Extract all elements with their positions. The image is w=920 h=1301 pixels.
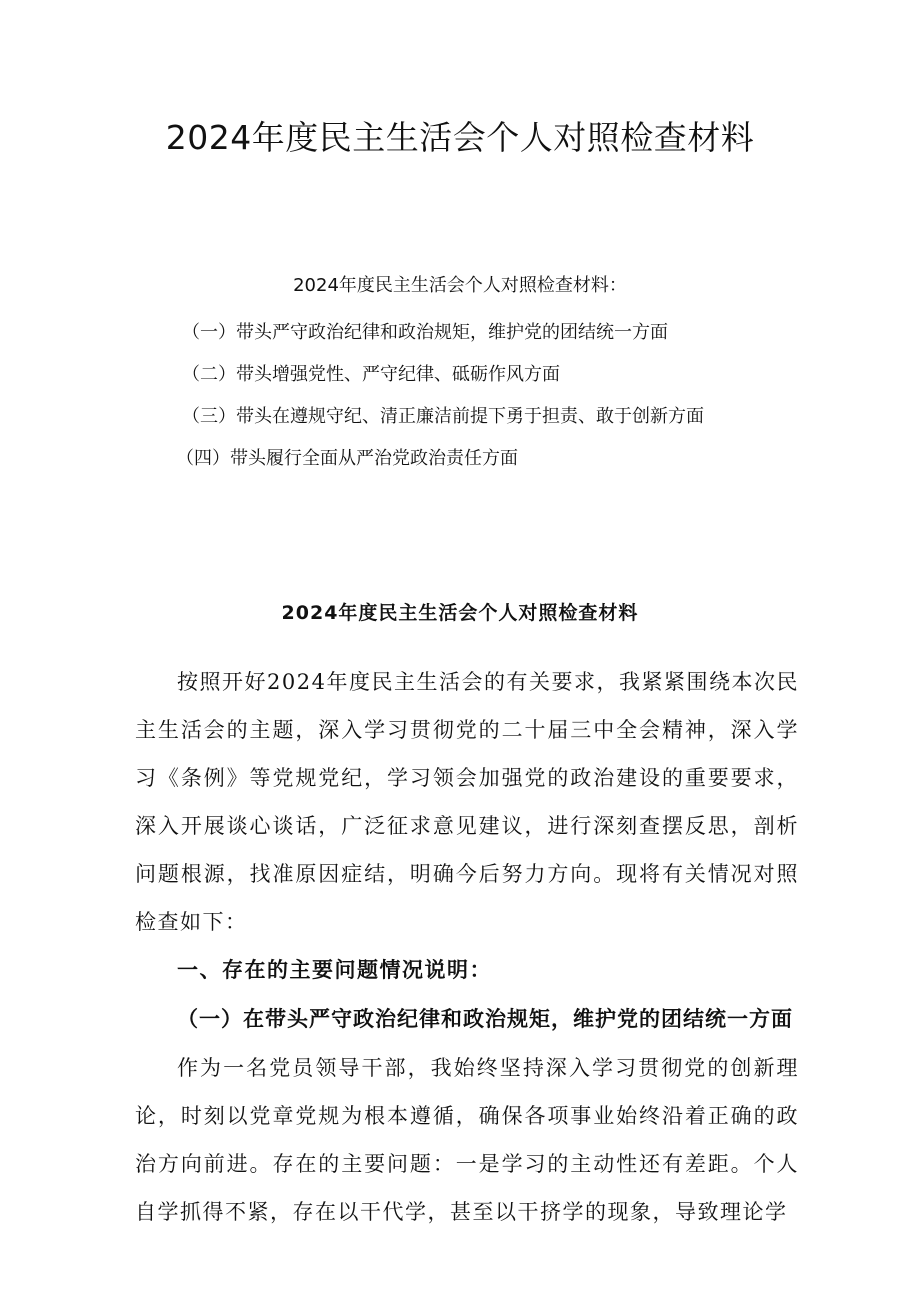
toc-item: （一）带头严守政治纪律和政治规矩，维护党的团结统一方面	[182, 322, 668, 343]
document-body	[135, 658, 799, 1236]
toc-heading: 2024年度民主生活会个人对照检查材料：	[293, 275, 627, 296]
toc-list	[0, 312, 920, 480]
table-of-contents	[0, 270, 920, 480]
intro-paragraph: 按照开好2024年度民主生活会的有关要求，我紧紧围绕本次民主生活会的主题，深入学习贯彻党的二十届三中全会精神，深入学习《条例》等党规党纪，学习领会加强党的政治建设的重要要求，深入开展谈心谈话，广泛征求意见建议，进行深刻查摆反思，剖析问题根源，找准原因症结，明确今后努力方向。现将有关情况对照检查如下：	[135, 670, 799, 934]
toc-item: （二）带头增强党性、严守纪律、砥砺作风方面	[182, 364, 560, 385]
toc-item: （四）带头履行全面从严治党政治责任方面	[176, 448, 518, 469]
document-main-title: 2024年度民主生活会个人对照检查材料	[165, 118, 755, 157]
heading-level1: 一、存在的主要问题情况说明：	[177, 958, 492, 982]
toc-item: （三）带头在遵规守纪、清正廉洁前提下勇于担责、敢于创新方面	[182, 406, 704, 427]
body-paragraph: 作为一名党员领导干部，我始终坚持深入学习贯彻党的创新理论，时刻以党章党规为根本遵循，确保各项事业始终沿着正确的政治方向前进。存在的主要问题：一是学习的主动性还有差距。个人自学抓得不紧，存在以干代学，甚至以干挤学的现象，导致理论学	[135, 1056, 799, 1224]
heading-level2: （一）在带头严守政治纪律和政治规矩，维护党的团结统一方面	[177, 1007, 793, 1031]
section-title: 2024年度民主生活会个人对照检查材料	[281, 602, 639, 624]
